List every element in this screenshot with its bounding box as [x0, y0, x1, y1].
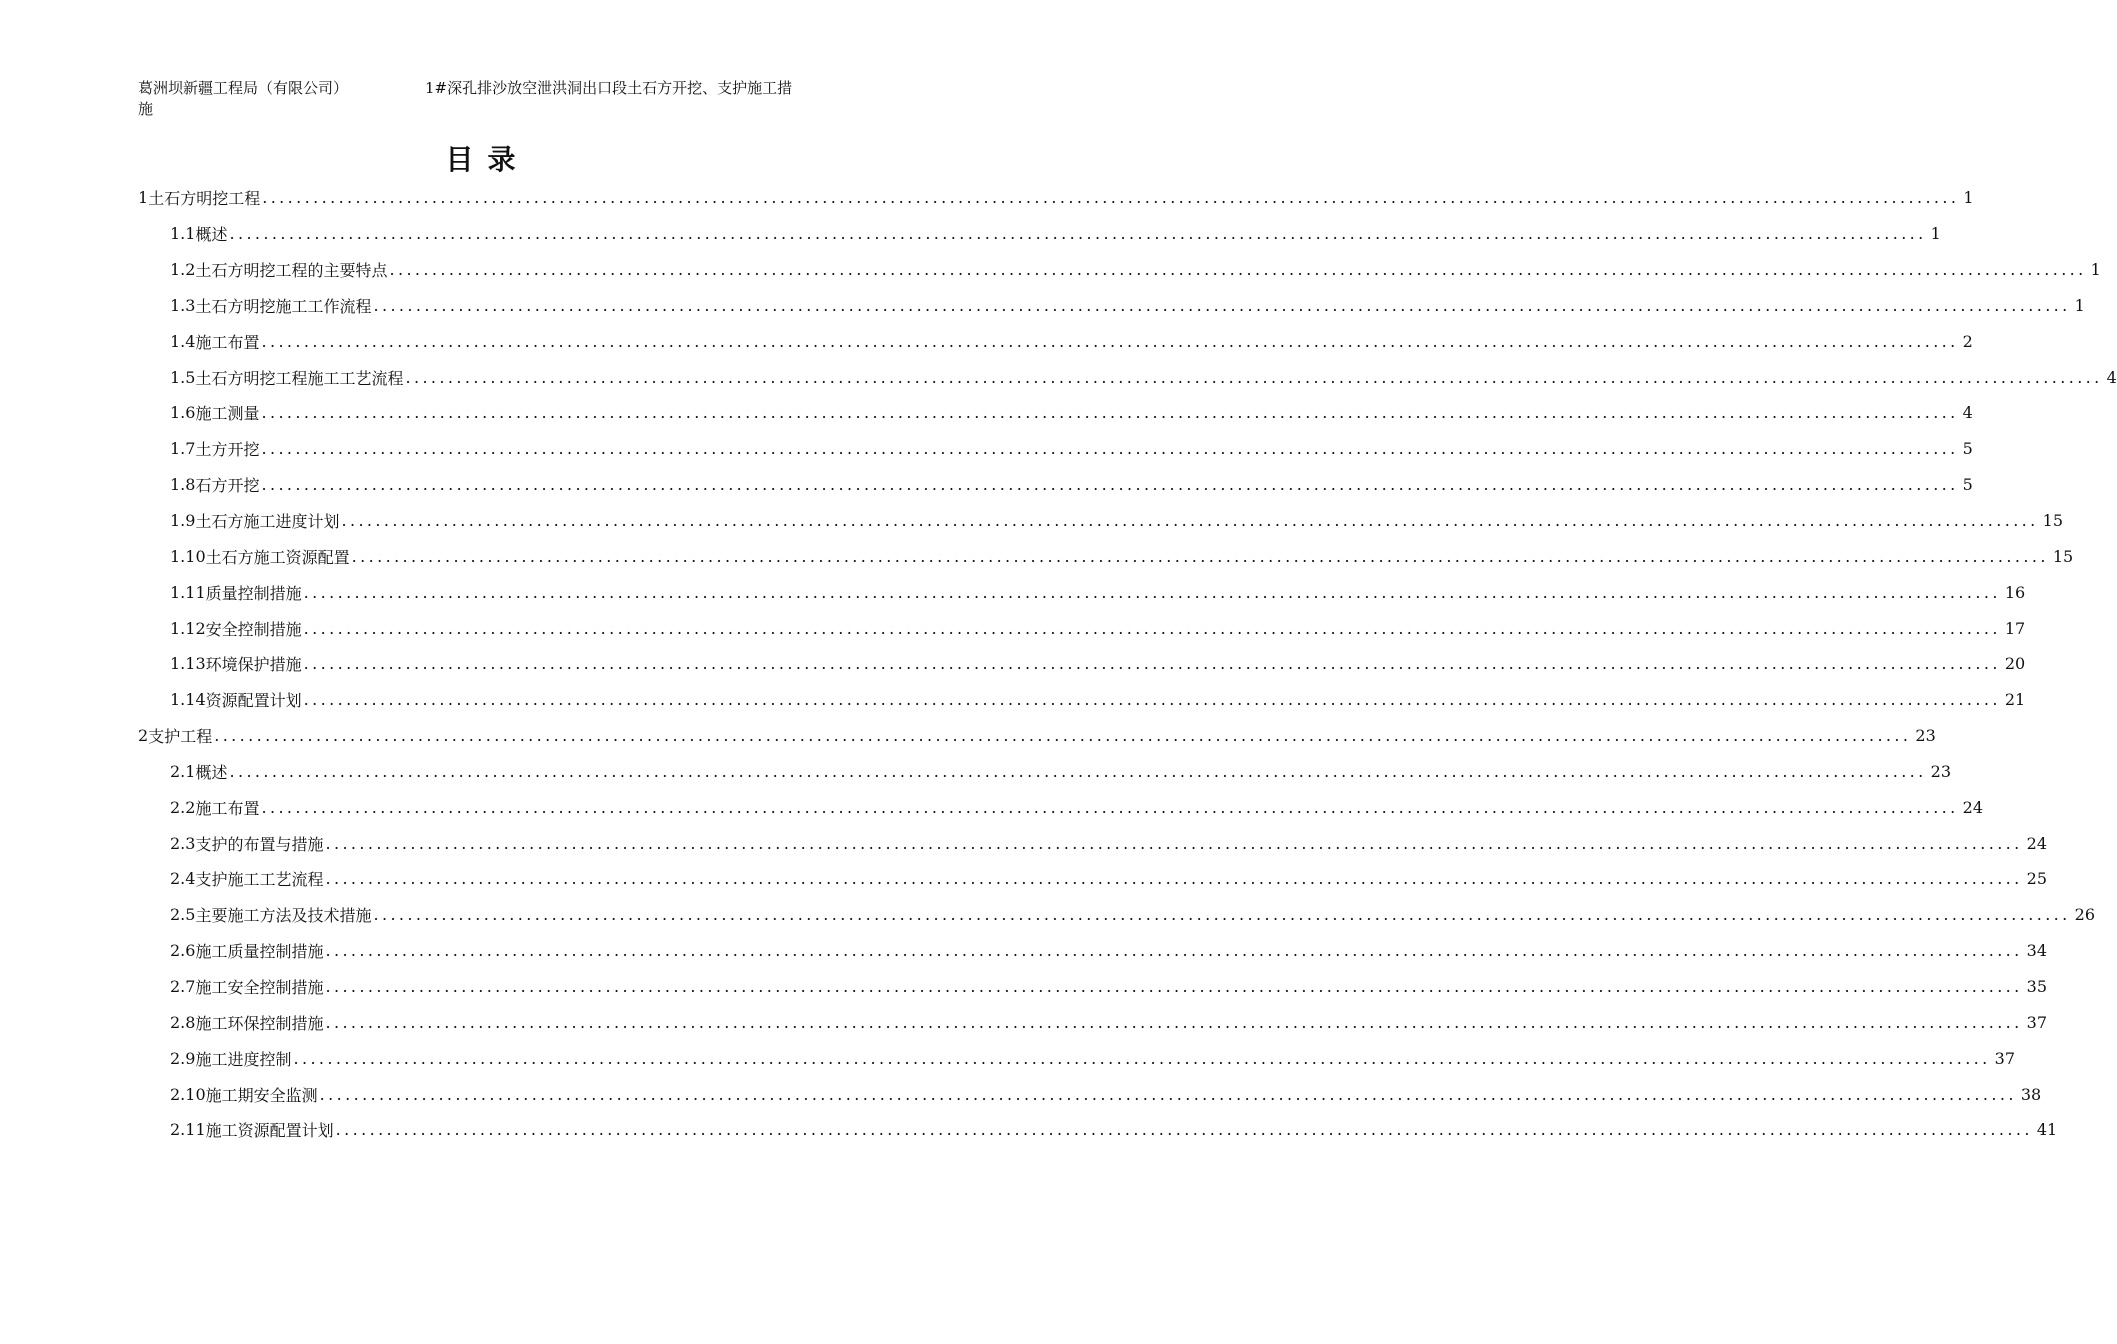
- toc-leader-dots: ........................................................................................................................................................................................................: [293, 1048, 1991, 1068]
- toc-entry[interactable]: [138, 288, 2085, 324]
- table-of-contents: [138, 180, 2117, 1148]
- toc-entry[interactable]: [138, 861, 2048, 897]
- toc-entry-number: 1.5: [170, 367, 196, 387]
- toc-entry-label: 土方开挖: [195, 440, 260, 460]
- toc-leader-dots: ........................................................................................................................................................................................................: [389, 260, 2087, 280]
- toc-leader-dots: ........................................................................................................................................................................................................: [335, 1120, 2033, 1140]
- toc-entry-page: 17: [2004, 618, 2026, 638]
- toc-entry-number: 2.4: [170, 869, 196, 889]
- toc-entry[interactable]: [138, 789, 1984, 825]
- toc-leader-dots: ........................................................................................................................................................................................................: [351, 546, 2049, 566]
- toc-entry-label: 施工资源配置计划: [205, 1121, 334, 1141]
- toc-entry-number: 2.9: [170, 1048, 196, 1068]
- toc-entry[interactable]: [138, 431, 1973, 467]
- toc-entry-label: 施工安全控制措施: [195, 977, 324, 997]
- toc-leader-dots: ........................................................................................................................................................................................................: [325, 941, 2023, 961]
- toc-entry[interactable]: [138, 323, 1973, 359]
- toc-entry[interactable]: [138, 897, 2096, 933]
- toc-entry-page: 1: [2090, 260, 2101, 280]
- toc-leader-dots: ........................................................................................................................................................................................................: [262, 188, 1960, 208]
- toc-entry-label: 施工进度控制: [195, 1049, 292, 1069]
- toc-entry[interactable]: [138, 1112, 2058, 1148]
- toc-entry-label: 支护工程: [148, 727, 213, 747]
- toc-entry-label: 施工布置: [195, 798, 260, 818]
- toc-entry[interactable]: [138, 395, 1973, 431]
- toc-entry-number: 2.1: [170, 761, 196, 781]
- toc-entry-number: 1: [138, 188, 149, 208]
- toc-entry-label: 土石方明挖工程的主要特点: [195, 261, 388, 281]
- toc-entry-page: 16: [2004, 582, 2026, 602]
- toc-entry[interactable]: [138, 252, 2101, 288]
- toc-leader-dots: ........................................................................................................................................................................................................: [325, 1012, 2023, 1032]
- toc-entry-page: 37: [2026, 1012, 2048, 1032]
- toc-entry[interactable]: [138, 969, 2048, 1005]
- toc-entry-label: 环境保护措施: [205, 655, 302, 675]
- toc-entry-number: 2.8: [170, 1012, 196, 1032]
- toc-entry[interactable]: [138, 1004, 2048, 1040]
- toc-leader-dots: ........................................................................................................................................................................................................: [373, 905, 2071, 925]
- toc-leader-dots: ........................................................................................................................................................................................................: [325, 833, 2023, 853]
- toc-leader-dots: ........................................................................................................................................................................................................: [303, 618, 2001, 638]
- toc-entry-label: 土石方明挖工程: [148, 189, 261, 209]
- toc-entry-page: 38: [2020, 1084, 2042, 1104]
- toc-entry-label: 安全控制措施: [205, 619, 302, 639]
- toc-entry-page: 15: [2042, 511, 2064, 531]
- toc-leader-dots: ........................................................................................................................................................................................................: [405, 367, 2103, 387]
- toc-leader-dots: ........................................................................................................................................................................................................: [261, 439, 1959, 459]
- toc-entry[interactable]: [138, 574, 2026, 610]
- toc-entry-label: 概述: [195, 225, 228, 245]
- toc-entry-label: 施工期安全监测: [205, 1085, 318, 1105]
- toc-leader-dots: ........................................................................................................................................................................................................: [303, 582, 2001, 602]
- toc-entry-page: 5: [1962, 475, 1973, 495]
- toc-entry[interactable]: [138, 1040, 2016, 1076]
- toc-entry[interactable]: [138, 1076, 2042, 1112]
- toc-entry[interactable]: [138, 503, 2064, 539]
- toc-entry-label: 施工环保控制措施: [195, 1013, 324, 1033]
- toc-leader-dots: ........................................................................................................................................................................................................: [229, 224, 1927, 244]
- toc-entry-label: 土石方明挖施工工作流程: [195, 296, 372, 316]
- toc-entry-number: 2.5: [170, 905, 196, 925]
- toc-entry-page: 24: [1962, 797, 1984, 817]
- toc-entry-number: 1.14: [170, 690, 206, 710]
- toc-entry-page: 1: [2074, 295, 2085, 315]
- toc-leader-dots: ........................................................................................................................................................................................................: [261, 403, 1959, 423]
- toc-entry[interactable]: [138, 538, 2074, 574]
- toc-entry-page: 4: [2106, 367, 2117, 387]
- toc-entry-page: 23: [1930, 761, 1952, 781]
- toc-entry-number: 2: [138, 726, 149, 746]
- toc-entry-number: 2.7: [170, 976, 196, 996]
- toc-entry-number: 2.6: [170, 941, 196, 961]
- toc-entry-label: 资源配置计划: [205, 691, 302, 711]
- toc-entry-label: 土石方施工资源配置: [205, 547, 350, 567]
- toc-leader-dots: ........................................................................................................................................................................................................: [261, 475, 1959, 495]
- toc-leader-dots: ........................................................................................................................................................................................................: [341, 511, 2039, 531]
- toc-entry-label: 施工测量: [195, 404, 260, 424]
- toc-entry-label: 石方开挖: [195, 476, 260, 496]
- toc-leader-dots: ........................................................................................................................................................................................................: [303, 690, 2001, 710]
- toc-entry-label: 支护施工工艺流程: [195, 870, 324, 890]
- toc-entry-number: 1.13: [170, 654, 206, 674]
- toc-entry-number: 2.10: [170, 1084, 206, 1104]
- toc-entry[interactable]: [138, 682, 2026, 718]
- header-company: 葛洲坝新疆工程局（有限公司）: [138, 79, 349, 97]
- toc-entry-label: 支护的布置与措施: [195, 834, 324, 854]
- toc-entry-page: 41: [2036, 1120, 2058, 1140]
- header-document-title: 1#深孔排沙放空泄洪洞出口段土石方开挖、支护施工措: [425, 79, 793, 97]
- toc-title: 目录: [445, 143, 530, 176]
- toc-entry-number: 1.3: [170, 295, 196, 315]
- toc-entry-number: 1.7: [170, 439, 196, 459]
- toc-entry-page: 23: [1915, 726, 1936, 746]
- toc-entry-number: 1.12: [170, 618, 206, 638]
- toc-entry-number: 2.3: [170, 833, 196, 853]
- toc-leader-dots: ........................................................................................................................................................................................................: [303, 654, 2001, 674]
- toc-entry-page: 21: [2004, 690, 2026, 710]
- toc-entry[interactable]: [138, 359, 2117, 395]
- toc-entry-number: 1.4: [170, 331, 196, 351]
- toc-entry-number: 1.11: [170, 582, 206, 602]
- toc-entry[interactable]: [138, 933, 2048, 969]
- toc-entry[interactable]: [138, 754, 1952, 790]
- toc-leader-dots: ........................................................................................................................................................................................................: [261, 797, 1959, 817]
- toc-entry[interactable]: [138, 467, 1973, 503]
- toc-entry[interactable]: [138, 825, 2048, 861]
- toc-entry-page: 1: [1963, 188, 1974, 208]
- toc-leader-dots: ........................................................................................................................................................................................................: [214, 726, 1912, 746]
- toc-entry-number: 1.10: [170, 546, 206, 566]
- toc-entry-number: 1.6: [170, 403, 196, 423]
- toc-leader-dots: ........................................................................................................................................................................................................: [325, 976, 2023, 996]
- toc-entry-label: 主要施工方法及技术措施: [195, 906, 372, 926]
- toc-entry-label: 施工质量控制措施: [195, 942, 324, 962]
- toc-entry-page: 1: [1930, 224, 1941, 244]
- toc-entry-page: 26: [2074, 905, 2096, 925]
- toc-entry-page: 34: [2026, 941, 2048, 961]
- toc-entry-page: 20: [2004, 654, 2026, 674]
- toc-leader-dots: ........................................................................................................................................................................................................: [373, 295, 2071, 315]
- toc-leader-dots: ........................................................................................................................................................................................................: [325, 869, 2023, 889]
- toc-entry-number: 1.2: [170, 260, 196, 280]
- toc-entry-page: 25: [2026, 869, 2048, 889]
- toc-entry-number: 1.1: [170, 224, 196, 244]
- toc-entry[interactable]: [138, 180, 1974, 216]
- toc-leader-dots: ........................................................................................................................................................................................................: [261, 331, 1959, 351]
- toc-entry-label: 概述: [195, 762, 228, 782]
- toc-entry-number: 2.11: [170, 1120, 206, 1140]
- toc-entry-number: 2.2: [170, 797, 196, 817]
- toc-entry[interactable]: [138, 646, 2026, 682]
- toc-entry[interactable]: [138, 216, 1941, 252]
- toc-entry-page: 5: [1962, 439, 1973, 459]
- toc-entry-page: 4: [1962, 403, 1973, 423]
- toc-entry-label: 土石方明挖工程施工工艺流程: [195, 368, 404, 388]
- header-document-title-tail: 施: [138, 100, 154, 118]
- toc-entry[interactable]: [138, 718, 1936, 754]
- toc-entry-page: 37: [1994, 1048, 2016, 1068]
- toc-entry[interactable]: [138, 610, 2026, 646]
- toc-entry-label: 质量控制措施: [205, 583, 302, 603]
- toc-entry-label: 施工布置: [195, 332, 260, 352]
- toc-entry-page: 35: [2026, 976, 2048, 996]
- toc-entry-page: 15: [2052, 546, 2074, 566]
- toc-entry-label: 土石方施工进度计划: [195, 512, 340, 532]
- toc-leader-dots: ........................................................................................................................................................................................................: [229, 761, 1927, 781]
- toc-entry-number: 1.9: [170, 511, 196, 531]
- toc-leader-dots: ........................................................................................................................................................................................................: [319, 1084, 2017, 1104]
- toc-entry-page: 24: [2026, 833, 2048, 853]
- toc-entry-number: 1.8: [170, 475, 196, 495]
- toc-entry-page: 2: [1962, 331, 1973, 351]
